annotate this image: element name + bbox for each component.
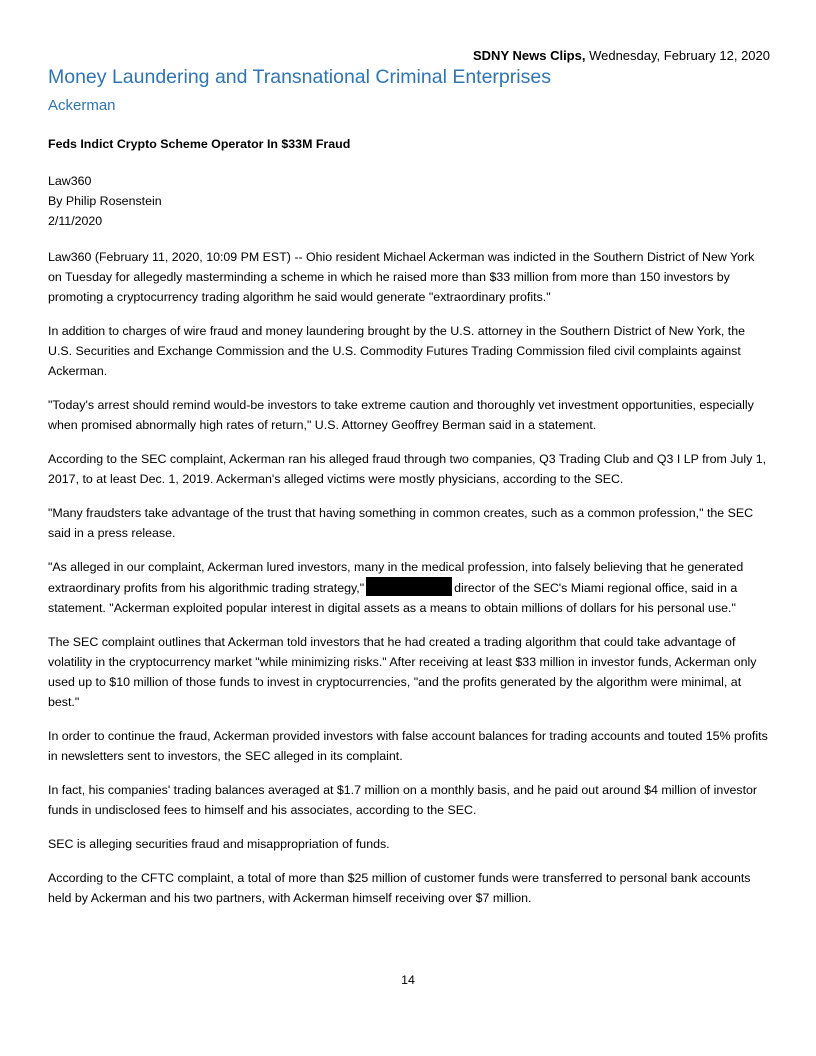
article-paragraph: In addition to charges of wire fraud and money laundering brought by the U.S. attorney in the Southern District of New York, the U.S. Securities and Exchange Commission and the U.S. Commodity Futures Trading Commission filed civil complaints against Ackerman. [48,324,746,378]
article-paragraph-redacted [48,557,770,618]
article-paragraph: "Today's arrest should remind would-be investors to take extreme caution and thoroughly vet investment opportunities, especially when promised abnormally high rates of return," U.S. Attorney Geoffrey Berman said in a statement. [48,398,754,432]
section-title: Money Laundering and Transnational Criminal Enterprises [48,66,551,88]
article-paragraph: According to the CFTC complaint, a total of more than $25 million of customer funds were transferred to personal bank accounts held by Ackerman and his two partners, with Ackerman himself receiving over $7 million. [48,871,751,905]
redaction-block [366,577,452,596]
article-paragraph: According to the SEC complaint, Ackerman ran his alleged fraud through two companies, Q3 Trading Club and Q3 I LP from July 1, 2017, to at least Dec. 1, 2019. Ackerman's alleged victims were mostly physicians, according to the SEC. [48,452,767,486]
header-date: Wednesday, February 12, 2020 [585,48,770,63]
page-header [473,48,770,63]
article-paragraph: In fact, his companies' trading balances averaged at $1.7 million on a monthly basis, and he paid out around $4 million of investor funds in undisclosed fees to himself and his associates, according to the SEC. [48,783,758,817]
subsection-title: Ackerman [48,97,116,114]
redacted-paragraph-after: director of the SEC's Miami regional office, said in a statement. "Ackerman exploited popular interest in digital assets as a means to obtain millions of dollars for his personal use." [48,581,738,615]
page-number: 14 [401,973,415,987]
header-source: SDNY News Clips, [473,48,586,63]
article-publication: Law360 [48,174,92,188]
article-byline: By Philip Rosenstein [48,194,162,208]
article-meta [48,171,162,231]
article-date: 2/11/2020 [48,214,103,228]
article-paragraph: "Many fraudsters take advantage of the trust that having something in common creates, such as a common profession," the SEC said in a press release. [48,506,754,540]
article-paragraph: In order to continue the fraud, Ackerman provided investors with false account balances for trading accounts and touted 15% profits in newsletters sent to investors, the SEC alleged in its complaint. [48,729,768,763]
article-body [48,247,770,922]
article-headline: Feds Indict Crypto Scheme Operator In $33M Fraud [48,137,351,151]
redacted-paragraph-before: "As alleged in our complaint, Ackerman lured investors, many in the medical profession, into falsely believing that he generated extraordinary profits from his algorithmic trading strategy," [48,560,744,595]
article-paragraph: Law360 (February 11, 2020, 10:09 PM EST) -- Ohio resident Michael Ackerman was indicted in the Southern District of New York on Tuesday for allegedly masterminding a scheme in which he raised more than $33 million from more than 150 investors by promoting a cryptocurrency trading algorithm he said would generate "extraordinary profits." [48,250,755,304]
article-paragraph: SEC is alleging securities fraud and misappropriation of funds. [48,837,390,851]
article-paragraph: The SEC complaint outlines that Ackerman told investors that he had created a trading algorithm that could take advantage of volatility in the cryptocurrency market "while minimizing risks." After receiving at least $33 million in investor funds, Ackerman only used up to $10 million of those funds to invest in cryptocurrencies, "and the profits generated by the algorithm were minimal, at best." [48,635,757,709]
